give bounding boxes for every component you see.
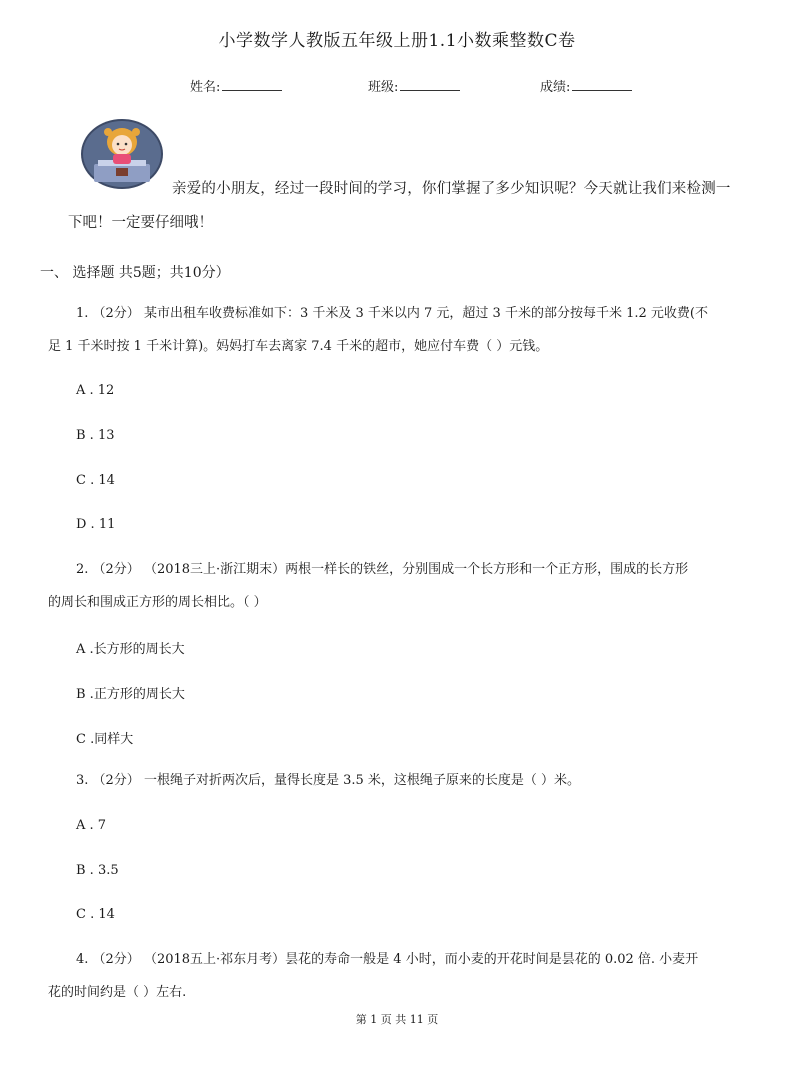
- question-2-option-c: C .同样大: [76, 732, 134, 747]
- question-4-line-1: 4. （2分） （2018五上·祁东月考）昙花的寿命一般是 4 小时，而小麦的开花时间是昙花的 0.02 倍. 小麦开: [76, 952, 699, 967]
- question-1-option-d: D . 11: [76, 517, 116, 532]
- question-2-line-2: 的周长和围成正方形的周长相比。（ ）: [48, 595, 267, 610]
- question-1-option-c: C . 14: [76, 473, 115, 488]
- question-1-line-1: 1. （2分） 某市出租车收费标准如下：3 千米及 3 千米以内 7 元，超过 3 千米的部分按每千米 1.2 元收费(不: [76, 306, 708, 321]
- class-field: [368, 76, 460, 95]
- student-info-row: [0, 76, 794, 96]
- question-1-option-b: B . 13: [76, 428, 115, 443]
- question-2-option-b: B .正方形的周长大: [76, 687, 185, 702]
- question-3-option-c: C . 14: [76, 907, 115, 922]
- name-blank: [222, 78, 282, 91]
- intro-text-line-1: 亲爱的小朋友，经过一段时间的学习，你们掌握了多少知识呢？今天就让我们来检测一: [172, 181, 731, 197]
- section-heading: 一、 选择题 共5题；共10分）: [40, 265, 230, 281]
- class-blank: [400, 78, 460, 91]
- name-label: 姓名:: [190, 80, 221, 95]
- question-2: [48, 553, 758, 619]
- question-2-option-a: A .长方形的周长大: [76, 642, 185, 657]
- question-1-line-2: 足 1 千米时按 1 千米计算)。妈妈打车去离家 7.4 千米的超市，她应付车费（ ）元钱。: [48, 339, 549, 354]
- intro-text-line-2: 下吧！一定要仔细哦！: [68, 215, 213, 231]
- question-3-option-a: A . 7: [76, 818, 107, 833]
- page-title: 小学数学人教版五年级上册1.1小数乘整数C卷: [218, 31, 576, 51]
- question-3-line-1: 3. （2分） 一根绳子对折两次后，量得长度是 3.5 米，这根绳子原来的长度是（ ）米。: [76, 773, 581, 788]
- question-1: [48, 297, 758, 363]
- question-2-line-1: 2. （2分） （2018三上·浙江期末）两根一样长的铁丝，分别围成一个长方形和一个正方形，围成的长方形: [76, 562, 689, 577]
- question-4-line-2: 花的时间约是（ ）左右.: [48, 985, 187, 1000]
- score-field: [540, 76, 632, 95]
- page-footer: 第 1 页 共 11 页: [355, 1013, 439, 1026]
- question-1-option-a: A . 12: [76, 383, 115, 398]
- question-4: [48, 943, 758, 1009]
- question-3: [48, 764, 758, 797]
- student-avatar-illustration: [80, 118, 164, 190]
- score-blank: [572, 78, 632, 91]
- score-label: 成绩:: [540, 80, 571, 95]
- name-field: [190, 76, 282, 95]
- question-3-option-b: B . 3.5: [76, 863, 119, 878]
- class-label: 班级:: [368, 80, 399, 95]
